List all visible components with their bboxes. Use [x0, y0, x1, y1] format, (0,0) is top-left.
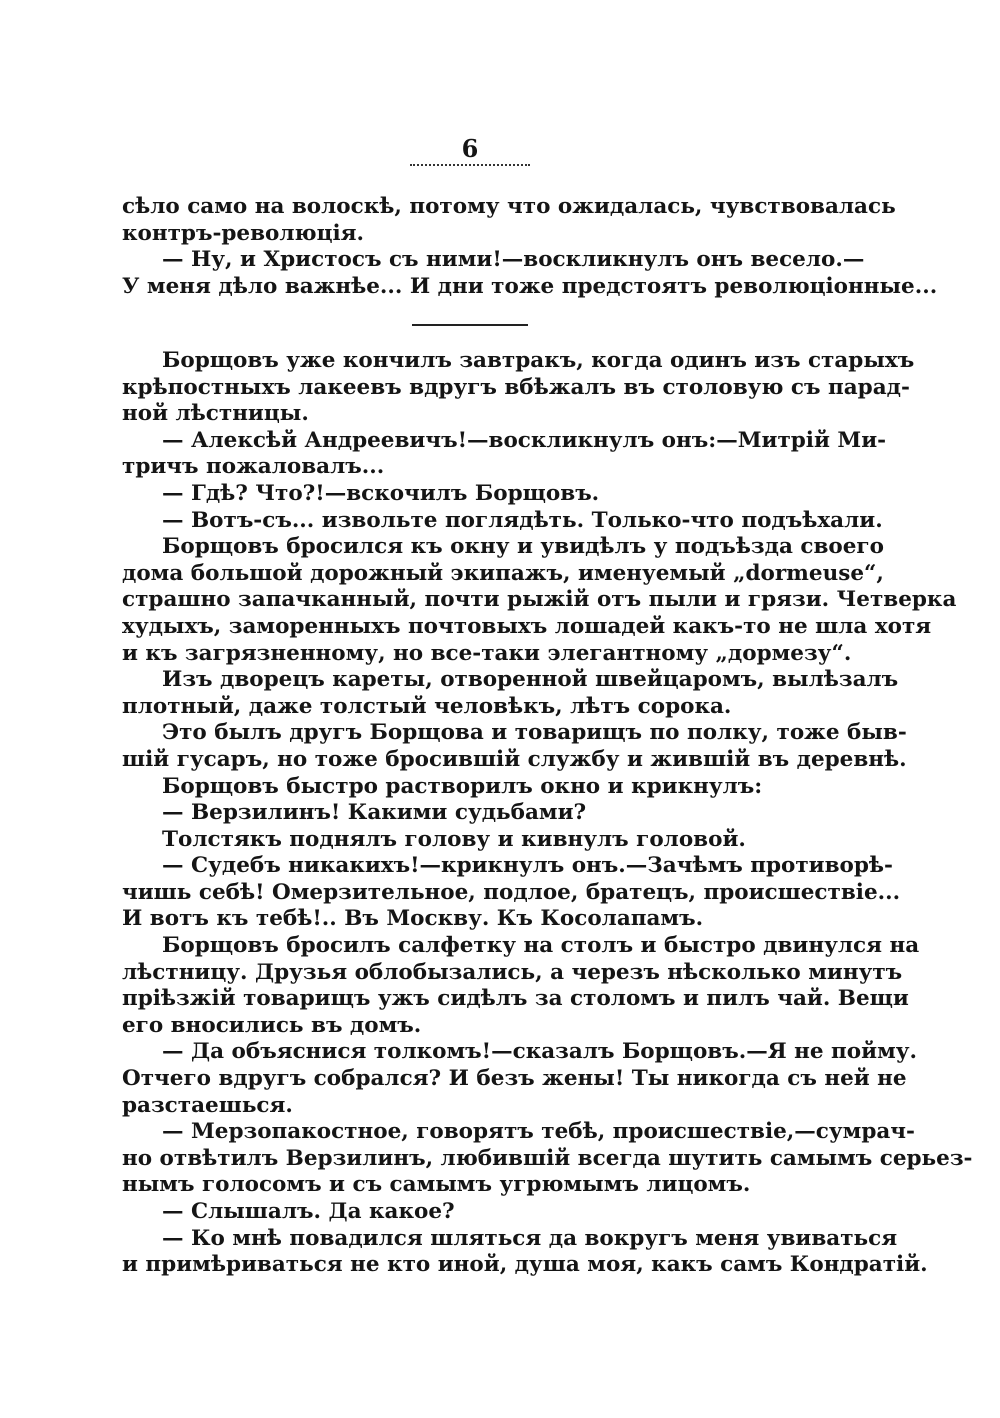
- text-line: И вотъ къ тебѣ!.. Въ Москву. Къ Косолапамъ.: [122, 906, 704, 932]
- text-line: — Мерзопакостное, говорятъ тебѣ, происшествіе,—сумрач-: [162, 1119, 915, 1145]
- text-line: лѣстницу. Друзья облобызались, а черезъ нѣсколько минутъ: [122, 959, 903, 985]
- text-line: тричъ пожаловалъ...: [122, 454, 385, 480]
- text-line: Борщовъ быстро растворилъ окно и крикнулъ:: [162, 773, 763, 799]
- text-line: Толстякъ поднялъ голову и кивнулъ головой.: [162, 826, 746, 852]
- text-line: — Гдѣ? Что?!—вскочилъ Борщовъ.: [162, 480, 600, 506]
- text-line: Изъ дворецъ кареты, отворенной швейцаромъ, вылѣзалъ: [162, 667, 899, 693]
- text-line: У меня дѣло важнѣе... И дни тоже предстоятъ революціонные...: [122, 273, 938, 299]
- text-line: контръ-революція.: [122, 220, 364, 246]
- text-line: — Слышалъ. Да какое?: [162, 1199, 455, 1224]
- text-line: пріѣзжій товарищъ ужъ сидѣлъ за столомъ и пилъ чай. Вещи: [122, 986, 909, 1012]
- text-line: — Вотъ-съ... извольте поглядѣть. Только-что подъѣхали.: [162, 507, 883, 533]
- text-line: нымъ голосомъ и съ самымъ угрюмымъ лицомъ.: [122, 1172, 751, 1198]
- text-line: плотный, даже толстый человѣкъ, лѣтъ сорока.: [122, 693, 732, 719]
- text-line: Борщовъ бросилъ салфетку на столъ и быстро двинулся на: [162, 933, 920, 959]
- text-line: — Ко мнѣ повадился шляться да вокругъ меня увиваться: [162, 1225, 898, 1251]
- text-line: крѣпостныхъ лакеевъ вдругъ вбѣжалъ въ столовую съ парад-: [122, 374, 910, 400]
- text-line: чишь себѣ! Омерзительное, подлое, братецъ, происшествіе...: [122, 879, 901, 905]
- text-line: его вносились въ домъ.: [122, 1012, 422, 1038]
- text-line: худыхъ, заморенныхъ почтовыхъ лошадей какъ-то не шла хотя: [122, 613, 932, 639]
- text-line: Это былъ другъ Борщова и товарищъ по полку, тоже быв-: [162, 720, 907, 746]
- page-number: 6: [461, 134, 479, 163]
- section-divider: [412, 324, 528, 326]
- text-line: разстаешься.: [122, 1092, 293, 1118]
- text-line: — Да объяснися толкомъ!—сказалъ Борщовъ.—Я не пойму.: [162, 1039, 917, 1065]
- text-line: страшно запачканный, почти рыжій отъ пыли и грязи. Четверка: [122, 587, 957, 613]
- text-block-continued: [122, 194, 938, 300]
- text-line: шій гусаръ, но тоже бросившій службу и жившій въ деревнѣ.: [122, 746, 907, 772]
- text-line: дома большой дорожный экипажъ, именуемый „dormeuse“,: [122, 560, 884, 586]
- text-line: и примѣриваться не кто иной, душа моя, какъ самъ Кондратій.: [122, 1252, 928, 1278]
- text-line: и къ загрязненному, но все-таки элегантному „дормезу“.: [122, 640, 852, 666]
- text-line: — Верзилинъ! Какими судьбами?: [162, 800, 587, 826]
- text-line: Отчего вдругъ собрался? И безъ жены! Ты никогда съ ней не: [122, 1066, 907, 1092]
- text-line: сѣло само на волоскѣ, потому что ожидалась, чувствовалась: [122, 194, 896, 219]
- text-line: ной лѣстницы.: [122, 401, 309, 427]
- text-line: Борщовъ бросился къ окну и увидѣлъ у подъѣзда своего: [162, 534, 884, 560]
- text-block-chapter: [122, 348, 973, 1279]
- text-line: — Алексѣй Андреевичъ!—воскликнулъ онъ:—Митрій Ми-: [162, 427, 887, 453]
- text-line: — Ну, и Христосъ съ ними!—воскликнулъ онъ весело.—: [162, 247, 865, 273]
- text-line: но отвѣтилъ Верзилинъ, любившій всегда шутить самымъ серьез-: [122, 1145, 973, 1171]
- text-line: — Судебъ никакихъ!—крикнулъ онъ.—Зачѣмъ противорѣ-: [162, 853, 893, 879]
- text-line: Борщовъ уже кончилъ завтракъ, когда одинъ изъ старыхъ: [162, 348, 915, 373]
- header-dotted-rule: [410, 164, 530, 166]
